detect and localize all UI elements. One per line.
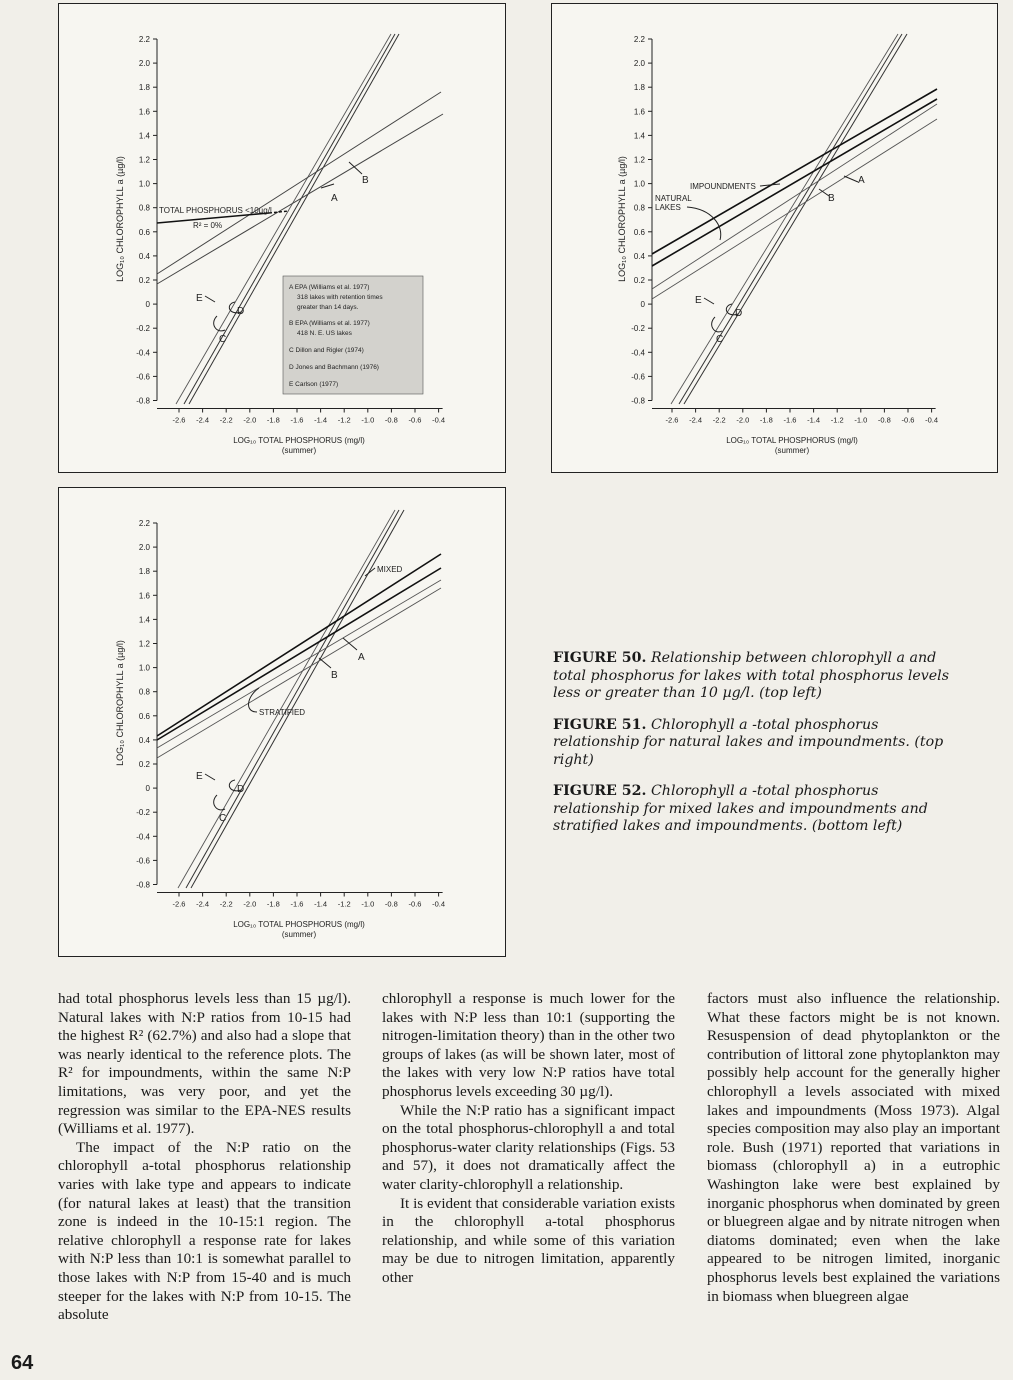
- y-tick-label: -0.2: [631, 324, 645, 334]
- x-axis-label: LOG₁₀ TOTAL PHOSPHORUS (mg/l): [726, 436, 858, 445]
- legend-line: C Dillon and Rigler (1974): [289, 347, 364, 354]
- y-tick-label: 0.8: [138, 203, 150, 213]
- y-tick-label: 0.2: [633, 276, 645, 285]
- x-tick-label: -0.8: [877, 415, 891, 425]
- y-tick-label: -0.4: [136, 832, 150, 842]
- label-a: A: [358, 652, 365, 663]
- line-impoundments: [652, 89, 937, 254]
- x-axis-label: LOG₁₀ TOTAL PHOSPHORUS (mg/l): [233, 436, 365, 445]
- y-tick-label: -0.2: [136, 324, 150, 334]
- figure-captions: [553, 650, 953, 850]
- line-c: [186, 510, 399, 888]
- x-tick-label: -1.6: [290, 415, 304, 425]
- line-e: [684, 34, 907, 404]
- caption-text: Chlorophyll a -total phosphorus relationship for natural lakes and impoundments. (top right): [553, 716, 944, 768]
- x-tick-label: -1.8: [266, 899, 280, 909]
- annot-lakes: LAKES: [655, 203, 681, 212]
- annot-tp-lt10: TOTAL PHOSPHORUS <10µg/l: [159, 206, 272, 215]
- paragraph: chlorophyll a response is much lower for the lakes with N:P less than 10:1 (supporting the nitrogen-limitation theory) than in the other two groups of lakes (as will be shown later, most of the lakes with very low N:P ratios have total phosphorus levels exceeding 30 µg/l).: [382, 990, 675, 1100]
- x-tick-label: -1.6: [783, 415, 797, 425]
- caption-text: Relationship between chlorophyll a and total phosphorus for lakes with total phosphorus levels less or greater than 10 µg/l. (top left): [553, 650, 949, 701]
- x-tick-label: -0.4: [432, 415, 446, 425]
- y-tick-label: 1.8: [138, 83, 150, 93]
- y-tick-label: -0.6: [631, 372, 645, 382]
- paragraph: had total phosphorus levels less than 15 µg/l). Natural lakes with N:P ratios from 10-15 had the highest R² (62.7%) and also had a slope that was nearly identical to the reference plots. The R² for impoundments, within the same N:P limitations, was very poor, and yet the regression was similar to the EPA-NES results (Williams et al. 1977).: [58, 990, 351, 1138]
- annot-mixed: MIXED: [377, 565, 403, 574]
- label-e: E: [695, 295, 702, 306]
- y-tick-label: 0: [640, 300, 645, 310]
- line-b: [157, 114, 443, 284]
- x-axis: [157, 893, 445, 909]
- x-tick-label: -1.4: [807, 415, 821, 425]
- label-b: B: [362, 175, 369, 186]
- legend-line: greater than 14 days.: [297, 304, 359, 311]
- label-c: C: [716, 334, 724, 345]
- x-tick-label: -0.4: [925, 415, 939, 425]
- line-a: [157, 580, 441, 748]
- x-axis-sublabel: (summer): [281, 446, 317, 455]
- x-tick-label: -1.8: [759, 415, 773, 425]
- line-tp-lt10-dash: [269, 211, 289, 213]
- x-tick-label: -2.0: [243, 899, 257, 909]
- label-a: A: [331, 193, 338, 204]
- x-tick-label: -0.8: [384, 415, 398, 425]
- caption-figure-51: [553, 717, 953, 770]
- line-a: [652, 104, 937, 289]
- line-b: [652, 119, 937, 299]
- x-axis: [157, 409, 445, 425]
- y-tick-label: 0.2: [138, 760, 150, 769]
- x-tick-label: -2.6: [665, 415, 679, 425]
- x-tick-label: -1.2: [337, 415, 351, 425]
- y-tick-label: 2.0: [138, 543, 150, 553]
- paragraph: While the N:P ratio has a significant impact on the total phosphorus-chlorophyll a and total phosphorus-water clarity relationships (Figs. 53 and 57), it does not dramatically affect the water clarity-chlorophyll a relationship.: [382, 1101, 675, 1193]
- caption-label: FIGURE 50.: [553, 650, 647, 666]
- y-tick-label: 2.0: [633, 59, 645, 69]
- x-axis-label: LOG₁₀ TOTAL PHOSPHORUS (mg/l): [233, 920, 365, 929]
- y-axis: [136, 35, 157, 406]
- caption-figure-50: [553, 650, 953, 703]
- x-tick-label: -1.0: [361, 415, 375, 425]
- body-column-2: [382, 990, 675, 1288]
- body-column-3: [707, 990, 1000, 1306]
- x-tick-label: -1.8: [266, 415, 280, 425]
- line-d: [671, 34, 898, 404]
- x-tick-label: -1.2: [830, 415, 844, 425]
- y-tick-label: 1.6: [138, 591, 150, 601]
- label-d: D: [735, 308, 743, 319]
- caption-label: FIGURE 52.: [553, 783, 647, 799]
- y-tick-label: 2.2: [138, 35, 150, 44]
- line-e: [191, 510, 404, 888]
- x-tick-label: -1.0: [361, 899, 375, 909]
- x-tick-label: -1.4: [314, 899, 328, 909]
- y-tick-label: -0.8: [631, 396, 645, 406]
- legend-line: D Jones and Bachmann (1976): [289, 364, 379, 371]
- body-column-1: [58, 990, 351, 1325]
- y-tick-label: 0.4: [138, 735, 150, 745]
- paragraph: factors must also influence the relationship. What these factors might be is not known. Resuspension of dead phytoplankton or the contribution of littoral zone phytoplankton may possibly help account for the generally higher chlorophyll a levels associated with mixed lakes and impoundments (Moss 1973). Algal species composition may also play an important role. Bush (1971) reported that variations in biomass (chlorophyll a) in a eutrophic Washington lake were best explained by inorganic phosphorus when dominated by green or bluegreen algae and by nitrate nitrogen when diatoms dominated; even when the lake appeared to be nitrogen limited, inorganic phosphorus levels best explained the variations in biomass when bluegreen algae: [707, 990, 1000, 1305]
- y-axis-label: LOG₁₀ CHLOROPHYLL a (µg/l): [115, 640, 125, 766]
- y-tick-label: 0: [145, 300, 150, 310]
- x-axis-sublabel: (summer): [774, 446, 810, 455]
- y-tick-label: 0: [145, 784, 150, 794]
- x-tick-label: -2.4: [196, 415, 210, 425]
- x-axis-sublabel: (summer): [281, 930, 317, 939]
- line-a: [157, 92, 441, 274]
- y-tick-label: 1.0: [633, 179, 645, 189]
- legend-line: B EPA (Williams et al. 1977): [289, 320, 370, 327]
- caption-figure-52: [553, 783, 953, 836]
- annot-r2: R² = 0%: [193, 221, 223, 230]
- x-tick-label: -0.6: [408, 899, 422, 909]
- y-tick-label: -0.8: [136, 880, 150, 890]
- y-tick-label: 1.4: [138, 615, 150, 625]
- y-axis-label: LOG₁₀ CHLOROPHYLL a (µg/l): [617, 156, 627, 282]
- legend-line: 318 lakes with retention times: [297, 294, 383, 301]
- y-tick-label: 0.8: [633, 203, 645, 213]
- y-tick-label: -0.2: [136, 808, 150, 818]
- y-tick-label: -0.4: [631, 348, 645, 358]
- label-a: A: [858, 175, 865, 186]
- x-tick-label: -2.2: [712, 415, 726, 425]
- line-b: [157, 588, 441, 758]
- y-tick-label: 2.2: [138, 519, 150, 528]
- x-tick-label: -0.6: [408, 415, 422, 425]
- y-tick-label: 1.4: [138, 131, 150, 141]
- x-tick-label: -2.2: [219, 899, 233, 909]
- x-tick-label: -2.6: [172, 899, 186, 909]
- x-tick-label: -2.2: [219, 415, 233, 425]
- x-axis: [652, 409, 938, 425]
- x-tick-label: -2.0: [243, 415, 257, 425]
- paragraph: The impact of the N:P ratio on the chlorophyll a-total phosphorus relationship varies with lake type and appears to indicate (for natural lakes at least) that the transition zone is indeed in the 10-15:1 region. The relative chlorophyll a response rate for lakes with N:P less than 10:1 is somewhat parallel to those lakes with N:P from 15-40 and is much steeper for the lakes with N:P from 10-15. The absolute: [58, 1138, 351, 1324]
- line-d: [178, 510, 395, 888]
- annot-stratified: STRATIFIED: [259, 708, 306, 717]
- x-tick-label: -2.6: [172, 415, 186, 425]
- figure-51: [551, 3, 998, 473]
- label-b: B: [828, 193, 835, 204]
- x-tick-label: -0.4: [432, 899, 446, 909]
- x-tick-label: -2.4: [196, 899, 210, 909]
- legend-line: A EPA (Williams et al. 1977): [289, 284, 370, 291]
- y-tick-label: 2.0: [138, 59, 150, 69]
- y-tick-label: 0.6: [633, 227, 645, 237]
- x-tick-label: -2.0: [736, 415, 750, 425]
- x-tick-label: -1.0: [854, 415, 868, 425]
- annot-natural: NATURAL: [655, 194, 692, 203]
- y-tick-label: 1.6: [138, 107, 150, 117]
- y-tick-label: 1.2: [138, 639, 150, 649]
- y-tick-label: -0.6: [136, 372, 150, 382]
- x-tick-label: -1.6: [290, 899, 304, 909]
- y-axis-label: LOG₁₀ CHLOROPHYLL a (µg/l): [115, 156, 125, 282]
- y-tick-label: -0.6: [136, 856, 150, 866]
- label-b: B: [331, 670, 338, 681]
- y-axis: [631, 35, 652, 406]
- x-tick-label: -2.4: [689, 415, 703, 425]
- y-axis: [136, 519, 157, 890]
- caption-label: FIGURE 51.: [553, 716, 647, 733]
- y-tick-label: 1.4: [633, 131, 645, 141]
- figure-52: [58, 487, 506, 957]
- page-number: 64: [11, 1352, 34, 1374]
- legend-line: E Carlson (1977): [289, 381, 339, 388]
- y-tick-label: 1.8: [138, 567, 150, 577]
- y-tick-label: 1.2: [633, 155, 645, 165]
- y-tick-label: 1.0: [138, 179, 150, 189]
- y-tick-label: 1.2: [138, 155, 150, 165]
- label-c: C: [219, 334, 227, 345]
- x-tick-label: -0.8: [384, 899, 398, 909]
- annot-impoundments: IMPOUNDMENTS: [690, 182, 756, 191]
- label-d: D: [237, 306, 245, 317]
- x-tick-label: -1.4: [314, 415, 328, 425]
- y-tick-label: 0.6: [138, 711, 150, 721]
- y-tick-label: 2.2: [633, 35, 645, 44]
- legend-line: 418 N. E. US lakes: [297, 330, 352, 337]
- label-e: E: [196, 771, 203, 782]
- x-tick-label: -0.6: [901, 415, 915, 425]
- x-tick-label: -1.2: [337, 899, 351, 909]
- y-tick-label: -0.4: [136, 348, 150, 358]
- y-tick-label: 0.4: [138, 251, 150, 261]
- label-d: D: [237, 784, 245, 795]
- label-e: E: [196, 293, 203, 304]
- y-tick-label: 1.6: [633, 107, 645, 117]
- y-tick-label: 0.6: [138, 227, 150, 237]
- y-tick-label: 1.8: [633, 83, 645, 93]
- y-tick-label: 0.4: [633, 251, 645, 261]
- figure-50: [58, 3, 506, 473]
- y-tick-label: 0.8: [138, 687, 150, 697]
- y-tick-label: -0.8: [136, 396, 150, 406]
- paragraph: It is evident that considerable variation exists in the chlorophyll a-total phosphorus relationship, and while some of this variation may be due to nitrogen limitation, apparently other: [382, 1194, 675, 1286]
- y-tick-label: 0.2: [138, 276, 150, 285]
- caption-text: Chlorophyll a -total phosphorus relationship for mixed lakes and impoundments and stratified lakes and impoundments. (bottom left): [553, 783, 928, 834]
- label-c: C: [219, 813, 227, 824]
- y-tick-label: 1.0: [138, 663, 150, 673]
